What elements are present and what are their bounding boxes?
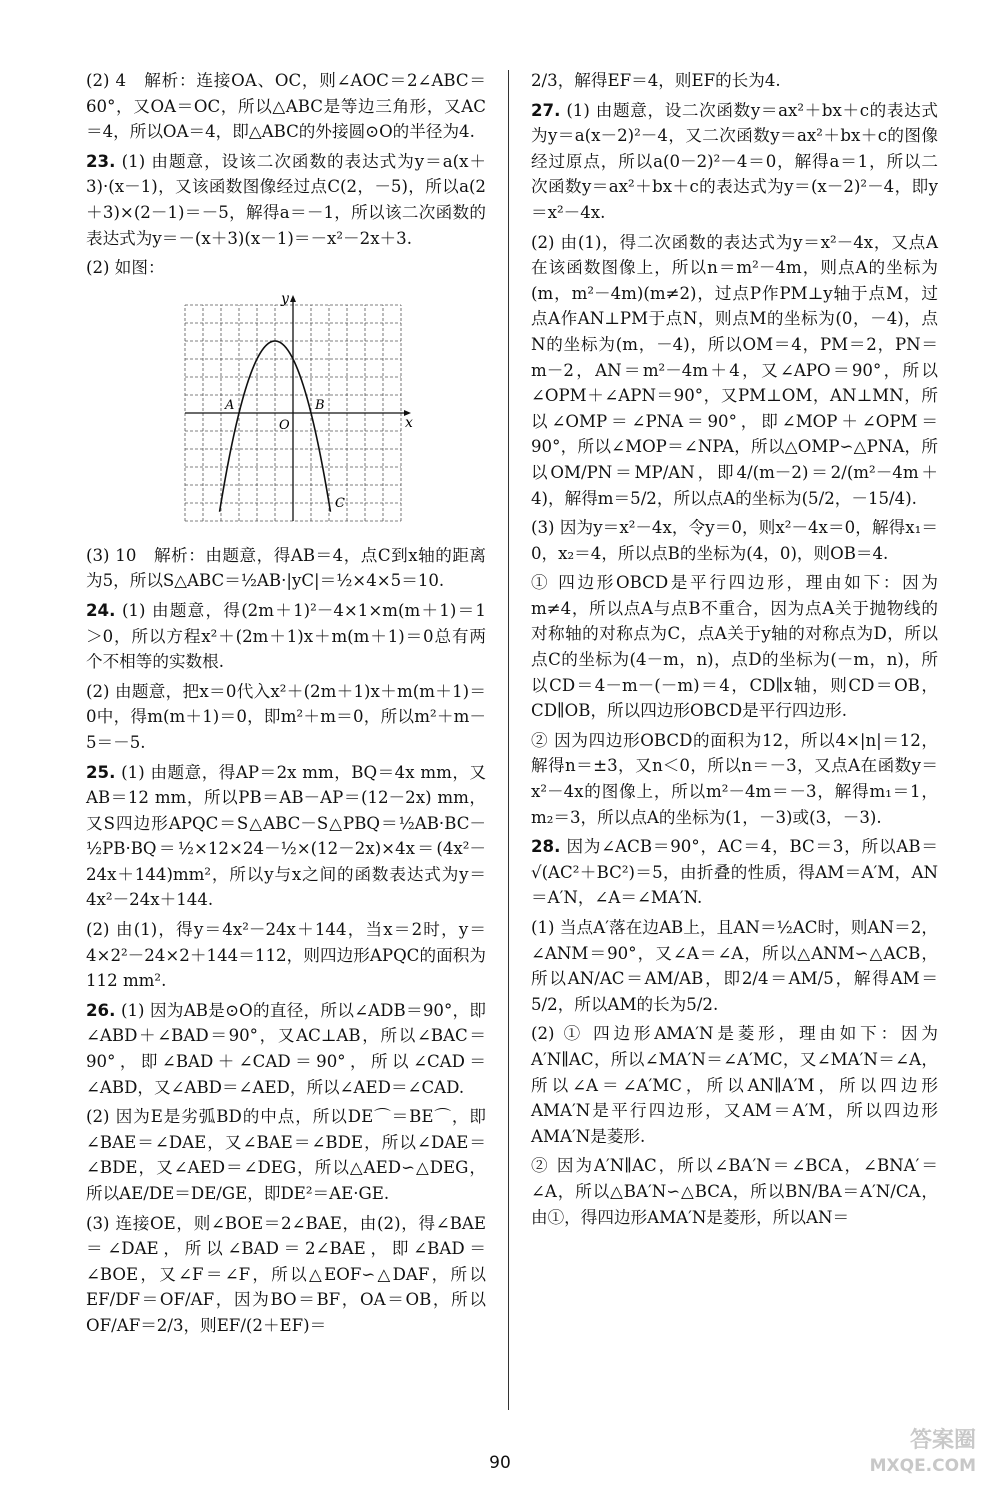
parabola-chart: [173, 293, 413, 533]
answer-28-intro: 28. 因为∠ACB＝90°，AC＝4，BC＝3，所以AB＝√(AC²＋BC²)＝5，由折叠的性质，得AM＝A′M，AN＝A′N，∠A＝∠MA′N.: [531, 837, 938, 908]
answer-28-part2-2: ② 因为A′N∥AC，所以∠BA′N＝∠BCA，∠BNA′＝∠A，所以△BA′N∽△BCA，所以BN/BA＝A′N/CA，由①，得四边形AMA′N是菱形，所以AN＝: [531, 1156, 938, 1227]
y-axis-arrow: [290, 295, 296, 302]
point-label-b: B: [315, 397, 325, 413]
answer-26-continued: 2/3，解得EF＝4，则EF的长为4.: [531, 71, 781, 90]
answer-22-part2: (2) 4 解析：连接OA、OC，则∠AOC＝2∠ABC＝60°，又OA＝OC，所以△ABC是等边三角形，又AC＝4，所以OA＝4，即△ABC的外接圆⊙O的半径为4.: [86, 71, 486, 142]
watermark-url: MXQE.COM: [869, 1456, 976, 1476]
answer-26-part2: (2) 因为E是劣弧BD的中点，所以DE⌒＝BE⌒，即∠BAE＝∠DAE，又∠BAE＝∠BDE，所以∠DAE＝∠BDE，又∠AED＝∠DEG，所以△AED∽△DEG，所以AE/DE＝DE/GE，即DE²＝AE·GE.: [86, 1107, 486, 1203]
point-label-c: C: [335, 495, 345, 511]
answer-27-part1: 27. (1) 由题意，设二次函数y＝ax²＋bx＋c的表达式为y＝a(x－2)²－4，又二次函数y＝ax²＋bx＋c的图像经过原点，所以a(0－2)²－4＝0，解得a＝1，所以二次函数y＝ax²＋bx＋c的表达式为y＝(x－2)²－4，即y＝x²－4x.: [531, 100, 938, 222]
answer-24-part2: (2) 由题意，把x＝0代入x²＋(2m＋1)x＋m(m＋1)＝0中，得m(m＋1)＝0，即m²＋m＝0，所以m²＋m－5＝－5.: [86, 681, 486, 752]
answer-26-part3: (3) 连接OE，则∠BOE＝2∠BAE，由(2)，得∠BAE＝∠DAE，所以∠BAD＝2∠BAE，即∠BAD＝∠BOE，又∠F＝∠F，所以△EOF∽△DAF，所以EF/DF＝OF/AF，因为BO＝BF，OA＝OB，所以OF/AF＝2/3，则EF/(2＋EF)＝: [86, 1213, 486, 1335]
parabola-curve: [220, 341, 331, 512]
watermark-title: 答案圈: [909, 1428, 976, 1453]
x-axis-label: x: [405, 414, 413, 431]
answer-27-part2: (2) 由(1)，得二次函数的表达式为y＝x²－4x，又点A在该函数图像上，所以n＝m²－4m，则点A的坐标为(m，m²－4m)(m≠2)，过点P作PM⊥y轴于点M，过点A作AN⊥PM于点N，则点M的坐标为(0，－4)，点N的坐标为(m，－4)，所以OM＝4，PM＝2，PN＝m－2，AN＝m²－4m＋4，又∠APO＝90°，所以∠OPM＋∠APN＝90°，又PM⊥OM，AN⊥MN，所以∠OMP＝∠PNA＝90°，即∠MOP＋∠OPM＝90°，所以∠MOP＝∠NPA，所以△OMP∽△PNA，所以OM/PN＝MP/AN，即4/(m－2)＝2/(m²－4m＋4)，解得m＝5/2，所以点A的坐标为(5/2，－15/4).: [531, 232, 938, 508]
page-number: 90: [489, 1453, 511, 1473]
answer-26-part1: 26. (1) 因为AB是⊙O的直径，所以∠ADB＝90°，即∠ABD＋∠BAD＝90°，又AC⊥AB，所以∠BAC＝90°，即∠BAD＋∠CAD＝90°，所以∠CAD＝∠ABD，又∠ABD＝∠AED，所以∠AED＝∠CAD.: [86, 1000, 487, 1097]
answer-28-part1: (1) 当点A′落在边AB上，且AN＝½AC时，则AN＝2，∠ANM＝90°，又∠A＝∠A，所以△ANM∽△ACB，所以AN/AC＝AM/AB，即2/4＝AM/5，解得AM＝5/2，所以AM的长为5/2.: [531, 918, 938, 1014]
answer-28-part2-1: (2) ① 四边形AMA′N是菱形，理由如下：因为A′N∥AC，所以∠MA′N＝∠A′MC，又∠MA′N＝∠A，所以∠A＝∠A′MC，所以AN∥A′M，所以四边形AMA′N是平行四边形，又AM＝A′M，所以四边形AMA′N是菱形.: [531, 1024, 938, 1146]
left-column: [86, 68, 486, 1343]
right-column: [531, 68, 938, 1234]
parabola-graph: [173, 293, 413, 533]
point-label-a: A: [225, 397, 235, 413]
answer-25-part1: 25. (1) 由题意，得AP＝2x mm，BQ＝4x mm，又AB＝12 mm，所以PB＝AB－AP＝(12－2x) mm，又S四边形APQC＝S△ABC－S△PBQ＝½AB·BC－½PB·BQ＝½×12×24－½×(12－2x)×4x＝(4x²－24x＋144)mm²，所以y与x之间的函数表达式为y＝4x²－24x＋144.: [86, 762, 486, 910]
origin-label: O: [279, 417, 290, 433]
watermark-logo: [816, 1419, 986, 1479]
answer-23-part1: 23. (1) 由题意，设该二次函数的表达式为y＝a(x＋3)·(x－1)，又该函数图像经过点C(2，－5)，所以a(2＋3)×(2－1)＝－5，解得a＝－1，所以该二次函数的表达式为y＝－(x＋3)(x－1)＝－x²－2x＋3.: [86, 151, 486, 248]
answer-27-part3-2: ② 因为四边形OBCD的面积为12，所以4×|n|＝12，解得n＝±3，又n＜0，所以n＝－3，又点A在函数y＝x²－4x的图像上，所以m²－4m＝－3，解得m₁＝1，m₂＝3，所以点A的坐标为(1，－3)或(3，－3).: [531, 730, 938, 827]
answer-27-part3-1: ① 四边形OBCD是平行四边形，理由如下：因为m≠4，所以点A与点B不重合，因为点A关于抛物线的对称轴的对称点为C，点A关于y轴的对称点为D，所以点C的坐标为(4－m，n)，点D的坐标为(－m，n)，所以CD＝4－m－(－m)＝4，CD∥x轴，则CD＝OB，CD∥OB，所以四边形OBCD是平行四边形.: [531, 573, 938, 721]
y-axis-label: y: [281, 292, 289, 307]
answer-23-part2: (2) 如图：: [86, 258, 165, 278]
column-divider: [508, 70, 509, 1410]
answer-27-part3: (3) 因为y＝x²－4x，令y＝0，则x²－4x＝0，解得x₁＝0，x₂＝4，所以点B的坐标为(4，0)，则OB＝4.: [531, 518, 938, 563]
answer-23-part3: (3) 10 解析：由题意，得AB＝4，点C到x轴的距离为5，所以S△ABC＝½AB·|yC|＝½×4×5＝10.: [86, 545, 486, 591]
answer-25-part2: (2) 由(1)，得y＝4x²－24x＋144，当x＝2时，y＝4×2²－24×2＋144＝112，则四边形APQC的面积为112 mm².: [86, 920, 486, 991]
answer-24-part1: 24. (1) 由题意，得(2m＋1)²－4×1×m(m＋1)＝1＞0，所以方程x²＋(2m＋1)x＋m(m＋1)＝0总有两个不相等的实数根.: [86, 600, 486, 672]
